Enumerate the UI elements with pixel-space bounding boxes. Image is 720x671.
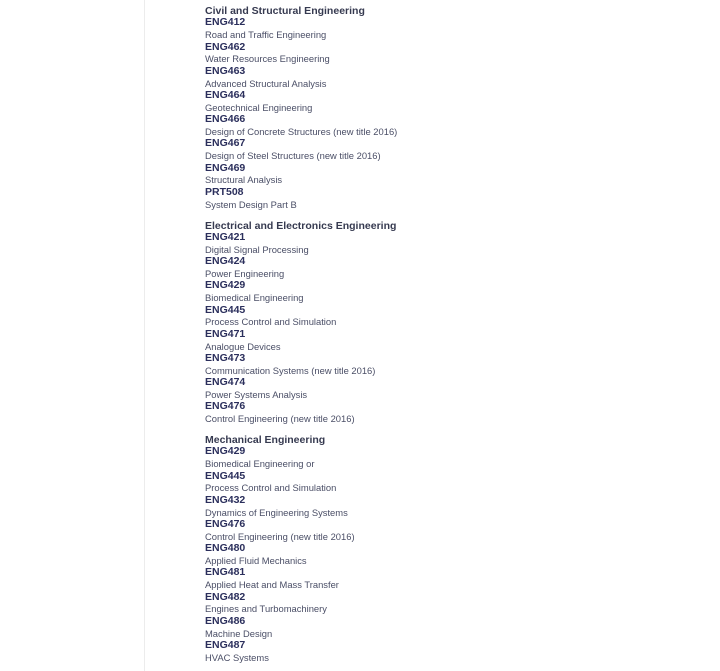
- course-item: [205, 90, 705, 114]
- course-code: PRT508: [205, 185, 244, 198]
- course-code: ENG421: [205, 230, 246, 243]
- course-code: ENG429: [205, 279, 246, 292]
- course-code: ENG486: [205, 614, 246, 627]
- course-section: [205, 434, 705, 664]
- course-title: Analogue Devices: [205, 340, 281, 352]
- section-heading: Electrical and Electronics Engineering: [205, 219, 397, 232]
- course-item: [205, 256, 705, 280]
- course-list: [205, 5, 705, 671]
- course-item: [205, 567, 705, 591]
- course-title: Control Engineering (new title 2016): [205, 530, 355, 542]
- course-title: Design of Concrete Structures (new title 2016): [205, 126, 398, 138]
- course-item: [205, 495, 705, 519]
- course-code: ENG445: [205, 303, 246, 316]
- course-item: [205, 377, 705, 401]
- course-code: ENG467: [205, 137, 246, 150]
- course-code: ENG463: [205, 64, 246, 77]
- course-item: [205, 187, 705, 211]
- course-title: Structural Analysis: [205, 174, 283, 186]
- course-code: ENG476: [205, 518, 246, 531]
- course-code: ENG480: [205, 542, 246, 555]
- course-item: [205, 640, 705, 664]
- course-code: ENG445: [205, 469, 246, 482]
- course-item: [205, 592, 705, 616]
- course-title: Power Engineering: [205, 267, 285, 279]
- course-code: ENG412: [205, 16, 246, 29]
- course-item: [205, 17, 705, 41]
- course-code: ENG429: [205, 445, 246, 458]
- course-item: [205, 66, 705, 90]
- course-title: Engines and Turbomachinery: [205, 603, 327, 615]
- course-code: ENG481: [205, 566, 246, 579]
- course-code: ENG476: [205, 400, 246, 413]
- course-section: [205, 220, 705, 426]
- course-code: ENG474: [205, 376, 246, 389]
- course-title: Process Control and Simulation: [205, 316, 337, 328]
- course-title: Design of Steel Structures (new title 2016): [205, 150, 381, 162]
- course-title: Machine Design: [205, 627, 273, 639]
- course-title: Digital Signal Processing: [205, 243, 309, 255]
- section-heading: Civil and Structural Engineering: [205, 5, 365, 17]
- course-title: Applied Heat and Mass Transfer: [205, 579, 339, 591]
- course-title: Water Resources Engineering: [205, 53, 330, 65]
- course-title: Control Engineering (new title 2016): [205, 413, 355, 425]
- course-code: ENG462: [205, 40, 246, 53]
- course-title: System Design Part B: [205, 198, 297, 210]
- course-item: [205, 616, 705, 640]
- course-title: Biomedical Engineering: [205, 292, 304, 304]
- course-title: HVAC Systems: [205, 651, 269, 663]
- course-title: Applied Fluid Mechanics: [205, 555, 307, 567]
- course-code: ENG469: [205, 161, 246, 174]
- course-item: [205, 401, 705, 425]
- course-code: ENG464: [205, 89, 246, 102]
- course-code: ENG487: [205, 639, 246, 652]
- course-item: [205, 114, 705, 138]
- course-item: [205, 446, 705, 470]
- course-item: [205, 163, 705, 187]
- left-column-divider: [144, 0, 145, 671]
- course-title: Dynamics of Engineering Systems: [205, 506, 348, 518]
- course-title: Advanced Structural Analysis: [205, 77, 327, 89]
- course-code: ENG473: [205, 351, 246, 364]
- course-code: ENG432: [205, 493, 246, 506]
- course-item: [205, 329, 705, 353]
- course-code: ENG466: [205, 113, 246, 126]
- course-item: [205, 280, 705, 304]
- course-item: [205, 543, 705, 567]
- course-item: [205, 519, 705, 543]
- course-title: Geotechnical Engineering: [205, 101, 313, 113]
- course-title: Power Systems Analysis: [205, 388, 308, 400]
- course-code: ENG424: [205, 255, 246, 268]
- section-heading: Mechanical Engineering: [205, 434, 326, 447]
- course-item: [205, 138, 705, 162]
- course-title: Communication Systems (new title 2016): [205, 364, 376, 376]
- course-item: [205, 471, 705, 495]
- course-title: Process Control and Simulation: [205, 482, 337, 494]
- course-item: [205, 232, 705, 256]
- course-code: ENG471: [205, 327, 246, 340]
- course-item: [205, 353, 705, 377]
- course-item: [205, 42, 705, 66]
- course-title: Road and Traffic Engineering: [205, 29, 327, 41]
- course-item: [205, 305, 705, 329]
- course-title: Biomedical Engineering or: [205, 458, 315, 470]
- course-section: [205, 5, 705, 211]
- course-code: ENG482: [205, 590, 246, 603]
